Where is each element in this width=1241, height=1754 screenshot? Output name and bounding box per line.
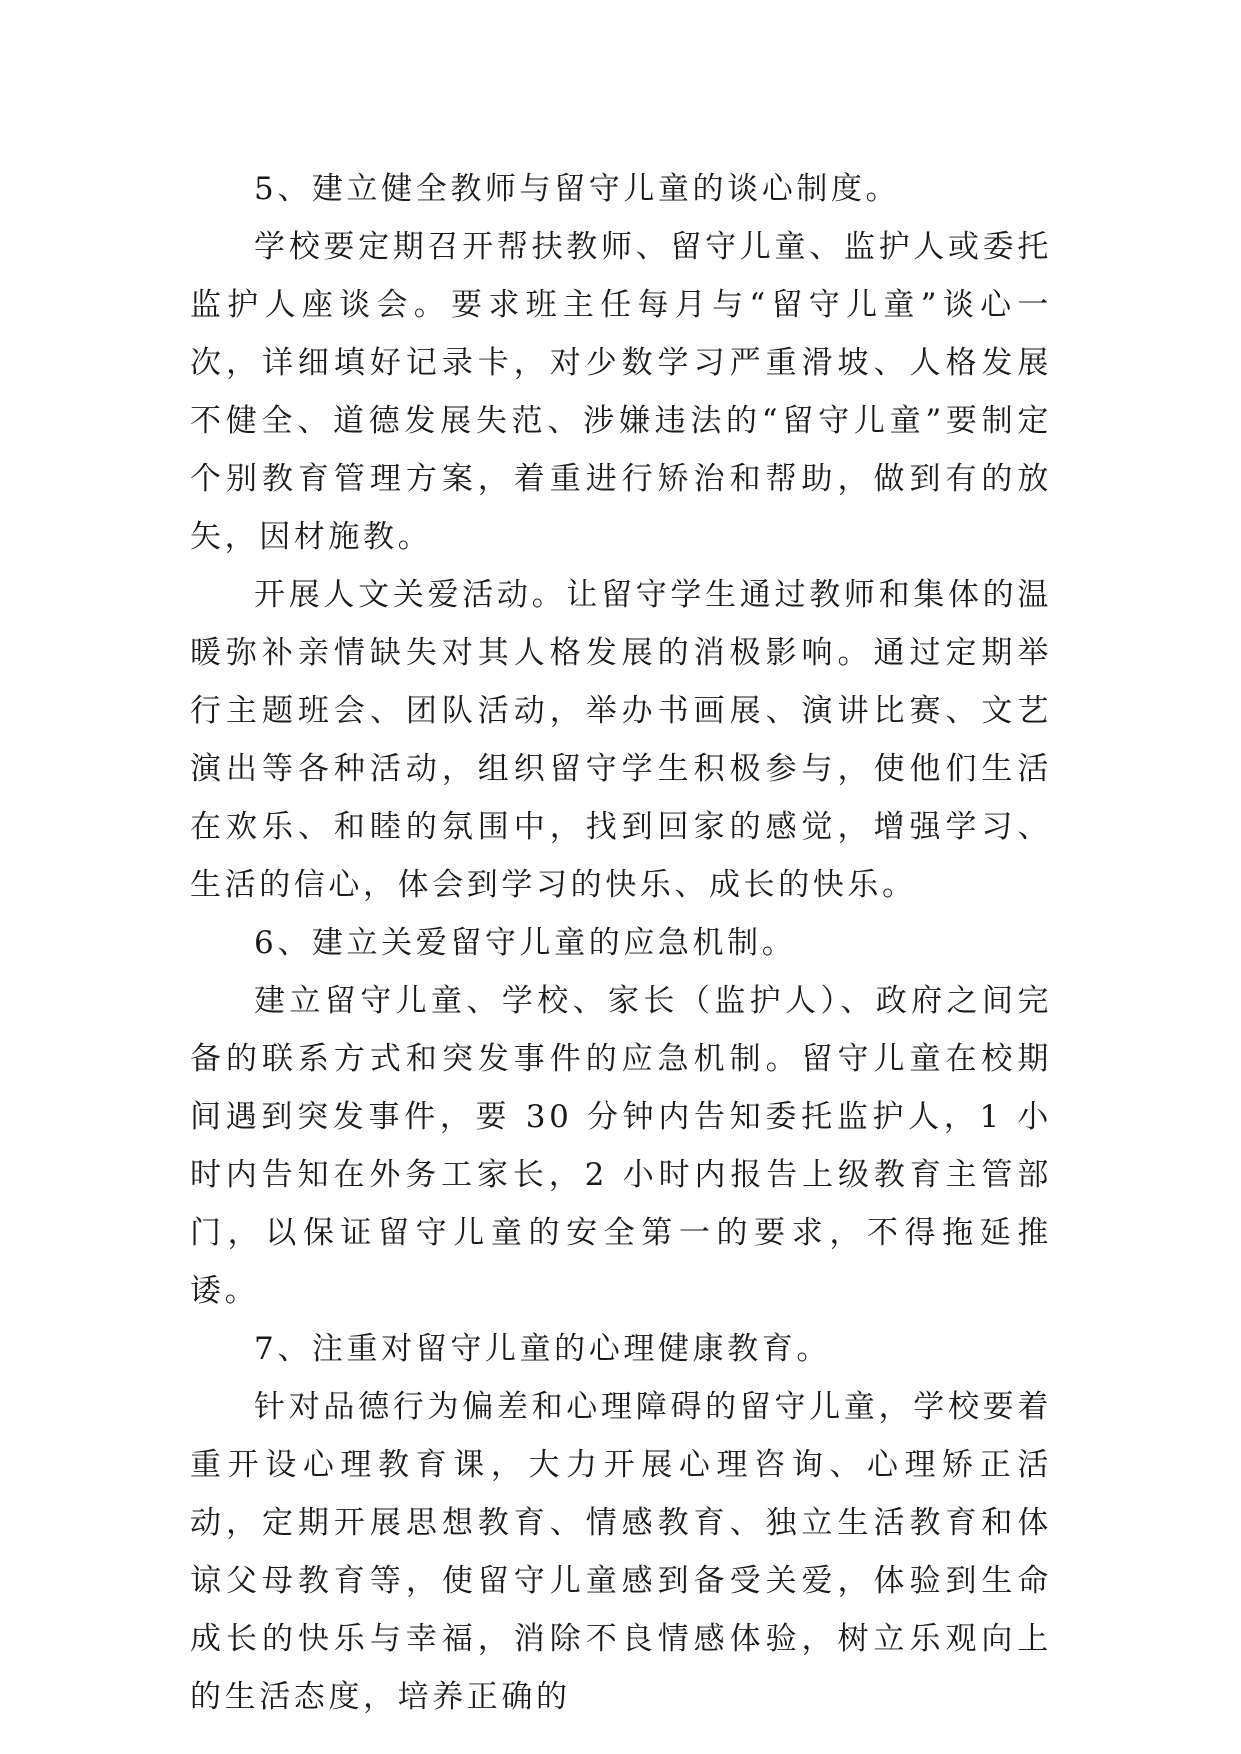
paragraph-emergency-mechanism: 建立留守儿童、学校、家长（监护人）、政府之间完备的联系方式和突发事件的应急机制。留守儿童在校期间遇到突发事件，要 30 分钟内告知委托监护人，1 小时内告知在外务工家长，2 小时内报告上级教育主管部门，以保证留守儿童的安全第一的要求，不得拖延推诿。 bbox=[190, 983, 1052, 1309]
paragraph-talk-system: 学校要定期召开帮扶教师、留守儿童、监护人或委托监护人座谈会。要求班主任每月与“留守儿童”谈心一次，详细填好记录卡，对少数学习严重滑坡、人格发展不健全、道德发展失范、涉嫌违法的“留守儿童”要制定个别教育管理方案，着重进行矫治和帮助，做到有的放矢，因材施教。 bbox=[190, 229, 1052, 555]
section-heading-6: 6、建立关爱留守儿童的应急机制。 bbox=[254, 925, 797, 961]
paragraph-humanistic-care: 开展人文关爱活动。让留守学生通过教师和集体的温暖弥补亲情缺失对其人格发展的消极影响。通过定期举行主题班会、团队活动，举办书画展、演讲比赛、文艺演出等各种活动，组织留守学生积极参与，使他们生活在欢乐、和睦的氛围中，找到回家的感觉，增强学习、生活的信心，体会到学习的快乐、成长的快乐。 bbox=[190, 577, 1052, 903]
section-heading-7: 7、注重对留守儿童的心理健康教育。 bbox=[254, 1331, 831, 1367]
section-heading-5: 5、建立健全教师与留守儿童的谈心制度。 bbox=[254, 171, 901, 207]
paragraph-mental-health: 针对品德行为偏差和心理障碍的留守儿童，学校要着重开设心理教育课，大力开展心理咨询、心理矫正活动，定期开展思想教育、情感教育、独立生活教育和体谅父母教育等，使留守儿童感到备受关爱，体验到生命成长的快乐与幸福，消除不良情感体验，树立乐观向上的生活态度，培养正确的 bbox=[190, 1389, 1052, 1715]
document-body bbox=[190, 160, 1052, 1726]
